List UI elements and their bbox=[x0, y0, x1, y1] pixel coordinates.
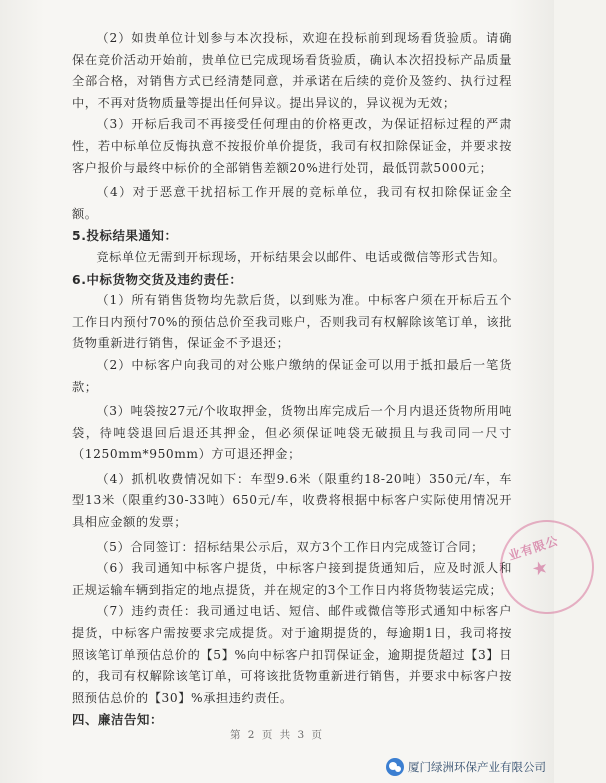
paragraph-delivery-5: （5）合同签订：招标结果公示后，双方3个工作日内完成签订合同； bbox=[96, 539, 484, 554]
section-heading-6: 6.中标货物交货及违约责任： bbox=[72, 271, 243, 287]
paragraph-delivery-1: （1）所有销售货物均先款后货，以到账为准。中标客户须在开标后五个工作日内预付70%的预估总价至我司账户，否则我司有权解除该笔订单，该批货物重新进行销售，保证金不予退还； bbox=[72, 293, 512, 351]
page-number: 第 2 页 共 3 页 bbox=[229, 729, 325, 741]
paragraph-clause-4: （4）对于恶意干扰招标工作开展的竞标单位，我司有权扣除保证金全额。 bbox=[72, 185, 512, 221]
stamp-star-icon: ★ bbox=[529, 556, 552, 582]
paragraph-clause-2: （2）如贵单位计划参与本次投标，欢迎在投标前到现场看货验质。请确保在竞价活动开始前，贵单位已完成现场看货验质，确认本次招投标产品质量全部合格，对销售方式已经清楚同意，并承诺在后续的竞价及签约、执行过程中，不再对货物质量等提出任何异议。提出异议的，异议视为无效； bbox=[72, 31, 512, 110]
document-body bbox=[72, 28, 512, 731]
source-watermark bbox=[386, 756, 546, 778]
paragraph-clause-3: （3）开标后我司不再接受任何理由的价格更改，为保证招标过程的严肃性，若中标单位反悔执意不按报价单价提货，我司有权扣除保证金，并要求按客户报价与最终中标价的全部销售差额20%进行处罚，最低罚款5000元； bbox=[72, 117, 512, 175]
watermark-text: 厦门绿洲环保产业有限公司 bbox=[408, 760, 546, 774]
paragraph-delivery-2: （2）中标客户向我司的对公账户缴纳的保证金可以用于抵扣最后一笔货款； bbox=[72, 357, 512, 394]
paragraph-result-notice: 竞标单位无需到开标现场，开标结果会以邮件、电话或微信等形式告知。 bbox=[96, 249, 506, 264]
section-heading-integrity: 四、廉洁告知： bbox=[72, 712, 163, 728]
paragraph-delivery-4: （4）抓机收费情况如下：车型9.6米（限重约18-20吨）350元/车，车型13米（限重约30-33吨）650元/车，收费将根据中标客户实际使用情况开具相应金额的发票； bbox=[72, 471, 512, 530]
paragraph-delivery-6: （6）我司通知中标客户提货，中标客户接到提货通知后，应及时派人和正规运输车辆到指定的地点提货，并在规定的3个工作日内将货物装运完成； bbox=[72, 561, 512, 597]
section-heading-5: 5.投标结果通知： bbox=[72, 228, 178, 244]
stamp-text: 业有限公 bbox=[506, 533, 561, 563]
paragraph-delivery-7: （7）违约责任：我司通过电话、短信、邮件或微信等形式通知中标客户提货，中标客户需按要求完成提货。对于逾期提货的，每逾期1日，我司将按照该笔订单预估总价的【5】%向中标客户扣罚保证金，逾期提货超过【3】日的，我司有权解除该笔订单，可将该批货物重新进行销售，并要求中标客户按照预估总价的【30】%承担违约责任。 bbox=[72, 604, 512, 705]
wechat-icon bbox=[386, 758, 404, 776]
paragraph-delivery-3: （3）吨袋按27元/个收取押金，货物出库完成后一个月内退还货物所用吨袋，待吨袋退回后退还其押金，但必须保证吨袋无破损且与我司同一尺寸（1250mm*950mm）方可退还押金； bbox=[72, 404, 512, 462]
